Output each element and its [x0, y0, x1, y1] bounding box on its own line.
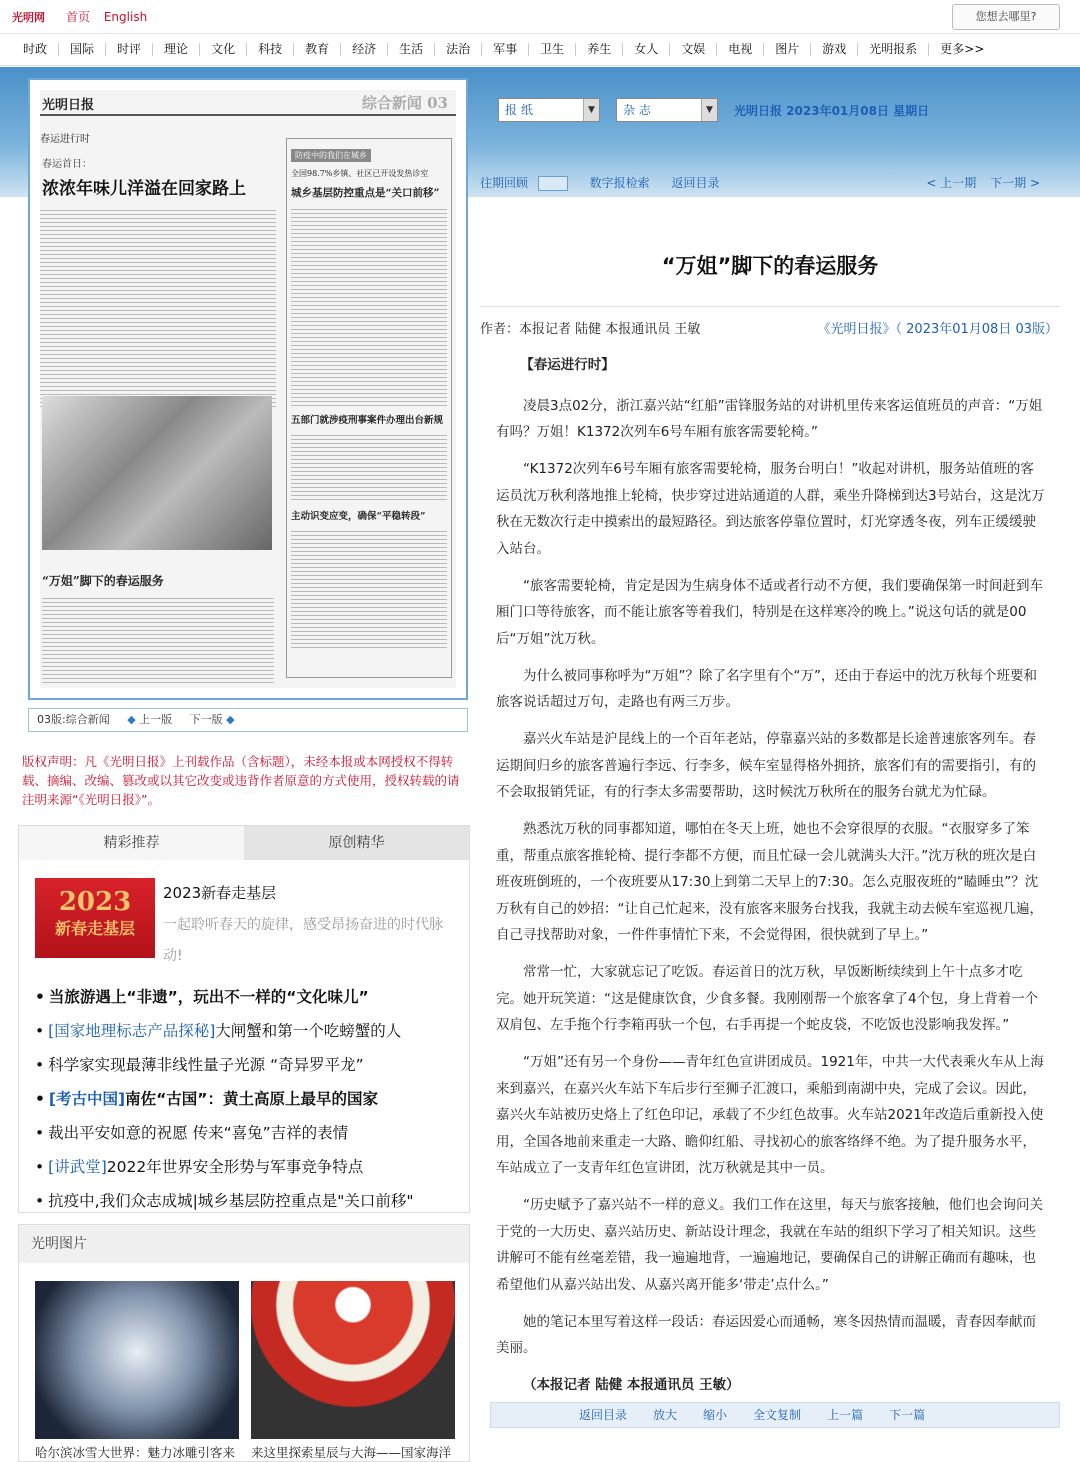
nav-item[interactable]: 时评 — [106, 43, 153, 56]
featured-title[interactable]: 2023新春走基层 — [163, 884, 277, 902]
article-paragraph: 嘉兴火车站是沪昆线上的一个百年老站，停靠嘉兴站的多数都是长途普速旅客列车。春运期间归乡的旅客普遍行李远、行李多，候车室显得格外拥挤，旅客们有的需要指引，有的不会取报销凭证，有的行李太多需要帮助，这时候沈万秋所在的服务台就尤为忙碌。 — [496, 731, 1036, 800]
paper-right-headline-3[interactable]: 主动识变应变，确保“平稳转段” — [291, 511, 426, 522]
bullet-icon: • — [35, 1192, 45, 1210]
back-to-contents-link[interactable]: 返回目录 — [671, 176, 720, 190]
tab-featured[interactable]: 精彩推荐 — [19, 826, 244, 860]
article-paragraph: “旅客需要轮椅，肯定是因为生病身体不适或者行动不方便，我们要确保第一时间赶到车厢门口等待旅客，而不能让旅客等着我们，特别是在这样寒冷的晚上。”说这句话的就是00后“万姐”沈万秋。 — [496, 577, 1043, 647]
back-to-contents-button[interactable]: 返回目录 — [579, 1408, 628, 1422]
paper-logo: 光明日报 — [42, 98, 95, 113]
newspaper-select-value: 报 纸 — [505, 103, 533, 117]
photo-museum[interactable] — [251, 1281, 455, 1439]
photo-caption[interactable]: 来这里探索星辰与大海——国家海洋 — [251, 1445, 452, 1460]
article-paragraph: 熟悉沈万秋的同事都知道，哪怕在冬天上班，她也不会穿很厚的衣服。“衣服穿多了笨重，帮重点旅客推轮椅、提行李都不方便，而且忙碌一会儿就满头大汗。”沈万秋的班次是白班夜班倒班的，一个夜班要从17:30上到第二天早上的7:30。怎么克服夜班的“瞌睡虫”？沈万秋有自己的妙招：“让自己忙起来，没有旅客来服务台找我，我就主动去候车室巡视几遍，自己寻找帮助对象，一件件事情忙下来，不会觉得困，很快就到了早上。” — [496, 821, 1043, 943]
recommend-item[interactable] — [35, 1048, 465, 1082]
nav-item[interactable]: 军事 — [482, 43, 529, 56]
recommend-item-category[interactable]: [考古中国] — [48, 1090, 126, 1108]
copy-all-button[interactable]: 全文复制 — [753, 1408, 802, 1422]
recommend-item[interactable] — [35, 1014, 465, 1048]
article-author: 作者：本报记者 陆健 本报通讯员 王敏 — [480, 322, 701, 337]
recommend-tabs — [19, 826, 469, 860]
bullet-icon: • — [35, 1022, 45, 1040]
issue-toolbar — [480, 174, 1050, 191]
featured-image-text: 新春走基层 — [54, 919, 135, 938]
featured-image-year: 2023 — [58, 887, 132, 917]
page-label: 03版:综合新闻 — [37, 713, 110, 726]
nav-item[interactable]: 电视 — [717, 43, 764, 56]
article-paragraph: 常常一忙，大家就忘记了吃饭。春运首日的沈万秋，早饭断断续续到上午十点多才吃完。她开玩笑道：“这是健康饮食，少食多餐。我刚刚帮一个旅客拿了4个包，身上背着一个双肩包、左手拖个行李箱再驮一个包，右手再提一个蛇皮袋，不吃饭也没影响我发挥。” — [496, 964, 1039, 1033]
site-search-input[interactable]: 您想去哪里? — [952, 4, 1060, 30]
next-page-label: 下一版 — [189, 713, 223, 726]
tab-original[interactable]: 原创精华 — [244, 826, 469, 860]
nav-item[interactable]: 科技 — [247, 43, 294, 56]
photo-panel-header: 光明图片 — [19, 1225, 469, 1263]
paper-text-block — [40, 207, 276, 407]
recommend-item-text: 2022年世界安全形势与军事竞争特点 — [106, 1158, 364, 1176]
top-links — [66, 8, 157, 25]
paper-section-label: 综合新闻 03 — [361, 94, 448, 112]
paper-story2-headline[interactable]: “万姐”脚下的春运服务 — [42, 574, 164, 588]
article-bottom-toolbar — [490, 1402, 1060, 1428]
paper-text-block — [291, 432, 447, 502]
next-page-link[interactable] — [190, 713, 235, 726]
newspaper-page-viewer[interactable] — [28, 78, 468, 700]
digital-search-link[interactable]: 数字报检索 — [589, 176, 650, 190]
recommend-item-text: 裁出平安如意的祝愿 传来“喜兔”吉祥的表情 — [48, 1124, 349, 1142]
nav-item[interactable]: 法治 — [435, 43, 482, 56]
copyright-notice: 版权声明：凡《光明日报》上刊载作品（含标题），未经本报或本网授权不得转载、摘编、改编、篡改或以其它改变或违背作者原意的方式使用，授权转载的请注明来源“《光明日报》”。 — [22, 754, 460, 807]
magazine-select[interactable] — [616, 98, 718, 122]
bullet-icon: • — [35, 1124, 45, 1142]
nav-item[interactable]: 更多>> — [940, 42, 985, 56]
photo-ice-sculpture[interactable] — [35, 1281, 239, 1439]
prev-page-label: 上一版 — [139, 713, 173, 726]
zoom-in-button[interactable]: 放大 — [653, 1408, 678, 1422]
recommend-item-text: 南佐“古国”：黄土高原上最早的国家 — [125, 1090, 378, 1108]
article-body — [496, 352, 1046, 1409]
newspaper-select[interactable] — [498, 98, 600, 122]
next-article-button[interactable]: 下一篇 — [889, 1408, 926, 1422]
calendar-icon[interactable] — [538, 176, 568, 191]
recommend-item[interactable] — [35, 1116, 465, 1150]
paper-headline[interactable]: 浓浓年味儿洋溢在回家路上 — [42, 179, 246, 199]
prev-page-link[interactable] — [127, 713, 172, 726]
magazine-select-value: 杂 志 — [623, 103, 651, 117]
english-link[interactable]: English — [103, 10, 148, 24]
recommend-item[interactable] — [35, 1150, 465, 1184]
bullet-icon: • — [35, 1090, 45, 1108]
paper-photo — [42, 396, 272, 550]
featured-image[interactable] — [35, 878, 155, 958]
bullet-icon: • — [35, 1056, 45, 1074]
article-source: 《光明日报》（ 2023年01月08日 03版） — [817, 322, 1058, 337]
featured-item[interactable] — [35, 878, 447, 964]
paper-right-tag: 防疫中的我们在城乡 — [291, 149, 371, 162]
arrow-right-icon: ◆ — [226, 713, 235, 726]
arrow-left-icon: ◆ — [127, 713, 136, 726]
nav-item[interactable]: 理论 — [153, 43, 200, 56]
nav-item[interactable]: 养生 — [576, 43, 623, 56]
home-link[interactable]: 首页 — [66, 10, 91, 24]
article-title: “万姐”脚下的春运服务 — [661, 254, 879, 278]
nav-item[interactable]: 女人 — [623, 43, 670, 56]
recommend-item-text: 当旅游遇上“非遗”，玩出不一样的“文化味儿” — [48, 988, 369, 1006]
article-byline — [480, 318, 1058, 337]
archive-link[interactable]: 往期回顾 — [480, 176, 529, 190]
paper-text-block — [291, 528, 447, 648]
nav-item[interactable]: 时政 — [12, 43, 59, 56]
prev-article-button[interactable]: 上一篇 — [827, 1408, 864, 1422]
article-paragraph: “K1372次列车6号车厢有旅客需要轮椅，服务台明白！”收起对讲机，服务站值班的客运员沈万秋利落地推上轮椅，快步穿过进站通道的人群，乘坐升降梯到达3号站台，这是沈万秋在无数次行走中摸索出的最短路径。到达旅客停靠位置时，灯光穿透冬夜，列车正缓缓驶入站台。 — [496, 461, 1045, 557]
recommend-item-category[interactable]: [国家地理标志产品探秘] — [48, 1022, 216, 1040]
paper-right-column — [286, 138, 452, 678]
recommend-panel — [18, 825, 470, 1213]
paper-left-column — [40, 120, 276, 407]
article-signature: （本报记者 陆健 本报通讯员 王敏） — [523, 1377, 740, 1393]
article-paragraph: “万姐”还有另一个身份——青年红色宣讲团成员。1921年，中共一大代表乘火车从上海来到嘉兴，在嘉兴火车站下车后步行至狮子汇渡口，乘船到南湖中央，完成了会议。因此，嘉兴火车站被历史烙上了红色印记，承载了不少红色故事。火车站2021年改造后重新投入使用，全国各地前来重走一大路、瞻仰红船、寻找初心的旅客络绎不绝。为了提升服务水平，车站成立了一支青年红色宣讲团，沈万秋就是其中一员。 — [496, 1054, 1044, 1176]
article-paragraph: 凌晨3点02分，浙江嘉兴站“红船”雷锋服务站的对讲机里传来客运值班员的声音：“万姐有吗？万姐！K1372次列车6号车厢有旅客需要轮椅。” — [496, 397, 1043, 440]
nav-item[interactable]: 经济 — [341, 43, 388, 56]
recommend-item[interactable] — [35, 1082, 465, 1116]
paper-right-headline[interactable]: 城乡基层防控重点是“关口前移” — [291, 187, 440, 199]
bullet-icon: • — [35, 988, 45, 1006]
recommend-item-category[interactable]: [讲武堂] — [48, 1158, 107, 1176]
photo-panel — [18, 1224, 470, 1462]
paper-right-kicker: 全国98.7%乡镇、社区已开设发热诊室 — [291, 169, 429, 178]
nav-item[interactable]: 国际 — [59, 43, 106, 56]
nav-item[interactable]: 游戏 — [811, 43, 858, 56]
paper-kicker: 春运进行时 — [40, 134, 90, 145]
nav-item[interactable]: 文化 — [200, 43, 247, 56]
next-issue-link[interactable]: 下一期 > — [990, 176, 1040, 190]
article-paragraph: 为什么被同事称呼为“万姐”？除了名字里有个“万”，还由于春运中的沈万秋每个班要和旅客说话超过万句，走路也有两三万步。 — [496, 667, 1037, 710]
nav-item[interactable]: 生活 — [388, 43, 435, 56]
nav-item[interactable]: 教育 — [294, 43, 341, 56]
paper-right-headline-2[interactable]: 五部门就涉疫刑事案件办理出台新规 — [291, 415, 444, 426]
recommend-item-text: 抗疫中,我们众志成城|城乡基层防控重点是"关口前移" — [48, 1192, 414, 1210]
top-bar — [0, 0, 1080, 34]
article-section-label: 【春运进行时】 — [520, 357, 615, 373]
recommend-item[interactable] — [35, 1184, 465, 1218]
divider — [480, 306, 1060, 307]
paper-text-block — [291, 206, 447, 406]
paper-text-block — [42, 595, 274, 685]
main-nav — [0, 34, 1080, 66]
publication-date: 光明日报 2023年01月08日 星期日 — [734, 103, 930, 118]
chevron-down-icon: ▼ — [701, 99, 717, 121]
nav-item[interactable]: 光明报系 — [858, 43, 929, 56]
nav-item[interactable]: 卫生 — [529, 43, 576, 56]
prev-issue-link[interactable]: < 上一期 — [926, 176, 977, 190]
newspaper-page-image[interactable] — [40, 90, 456, 688]
gmw-logo[interactable]: 光明网 — [12, 11, 45, 24]
publication-selectors — [498, 98, 929, 122]
recommend-item-text: 大闸蟹和第一个吃螃蟹的人 — [215, 1022, 402, 1040]
article-paragraph: “历史赋予了嘉兴站不一样的意义。我们工作在这里，每天与旅客接触，他们也会询问关于党的一大历史、嘉兴站历史、新站设计理念，我就在车站的组织下学习了相关知识。这些讲解可不能有丝毫差错，我一遍遍地背，一遍遍地记，要确保自己的讲解正确而有趣味，也希望他们从嘉兴站出发、从嘉兴离开能多‘带走’点什么。” — [496, 1197, 1043, 1293]
bullet-icon: • — [35, 1158, 45, 1176]
recommend-item[interactable] — [35, 980, 465, 1014]
paper-subkicker: 春运首日： — [42, 159, 92, 170]
page-navigation — [28, 708, 468, 732]
nav-item[interactable]: 文娱 — [670, 43, 717, 56]
recommend-item-text: 科学家实现最薄非线性量子光源 “奇异罗平龙” — [48, 1056, 364, 1074]
photo-caption[interactable]: 哈尔滨冰雪大世界：魅力冰雕引客来 — [35, 1445, 236, 1460]
nav-item[interactable]: 图片 — [764, 43, 811, 56]
zoom-out-button[interactable]: 缩小 — [703, 1408, 728, 1422]
issue-prev-next — [916, 174, 1040, 191]
recommend-list — [35, 980, 465, 1218]
article-paragraph: 她的笔记本里写着这样一段话：春运因爱心而通畅，寒冬因热情而温暖，青春因奉献而美丽。 — [496, 1313, 1036, 1356]
chevron-down-icon: ▼ — [583, 99, 599, 121]
featured-subtitle: 一起聆听春天的旋律，感受昂扬奋进的时代脉动! — [163, 917, 443, 964]
paper-masthead — [40, 90, 456, 116]
